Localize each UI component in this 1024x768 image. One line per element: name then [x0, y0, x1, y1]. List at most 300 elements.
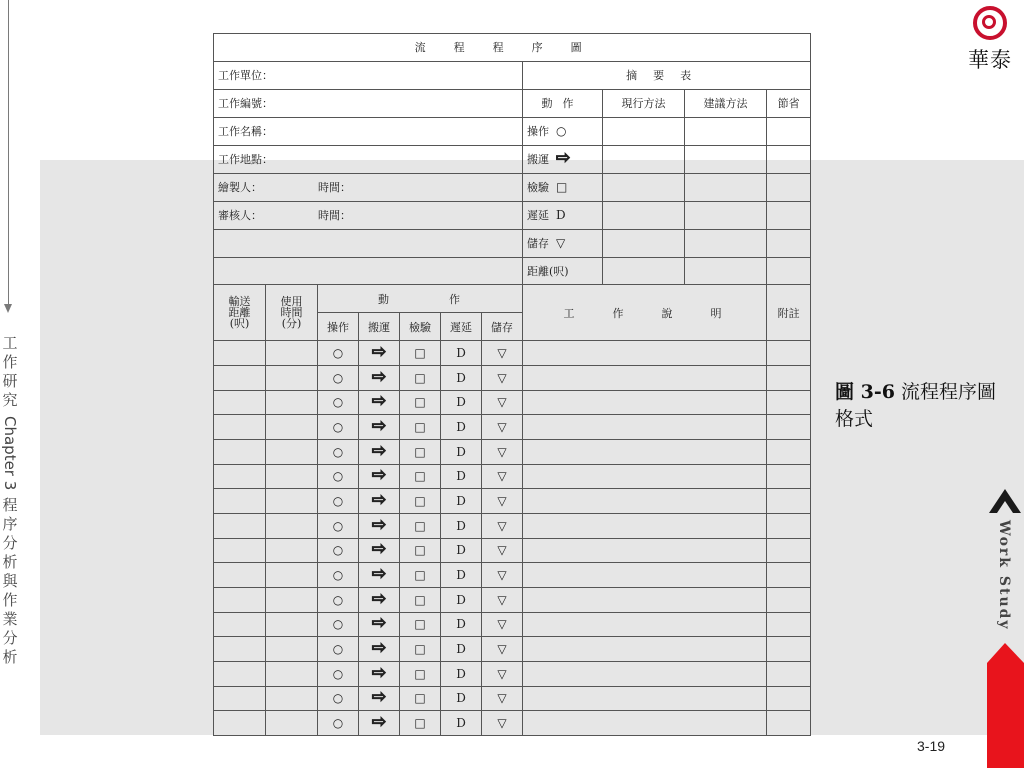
operation-circle-icon: ○	[332, 370, 344, 385]
remarks-cell	[767, 439, 811, 464]
header-transport: 搬運	[359, 313, 400, 341]
reviewer-label: 審核人：	[218, 209, 262, 223]
storage-triangle-icon: ▽	[497, 716, 507, 731]
operation-symbol-cell	[318, 390, 359, 415]
work-description-cell	[523, 563, 767, 588]
operation-symbol-cell	[318, 341, 359, 366]
sidebar-vertical-title	[0, 334, 20, 667]
work-description-cell	[523, 489, 767, 514]
delay-symbol-cell	[441, 341, 482, 366]
remarks-cell	[767, 513, 811, 538]
work-description-cell	[523, 390, 767, 415]
delay-symbol-cell	[441, 489, 482, 514]
summary-cell	[603, 145, 685, 173]
transport-arrow-icon: ⇨	[371, 687, 387, 708]
header-text-line: 輸送	[228, 295, 251, 309]
sidebar-char: 工	[2, 334, 18, 352]
storage-symbol-cell	[482, 563, 523, 588]
summary-storage-label: 儲存	[527, 237, 549, 251]
transport-distance-cell	[214, 341, 266, 366]
transport-arrow-icon: ⇨	[371, 613, 387, 634]
operation-circle-icon: ○	[332, 420, 344, 435]
transport-arrow-icon: ⇨	[371, 588, 387, 609]
delay-symbol-cell	[441, 538, 482, 563]
summary-cell	[603, 201, 685, 229]
summary-cell	[767, 229, 811, 257]
operation-symbol-cell	[318, 365, 359, 390]
delay-symbol-cell	[441, 711, 482, 736]
summary-cell	[767, 173, 811, 201]
transport-arrow-icon: ⇨	[371, 638, 387, 659]
work-description-cell	[523, 415, 767, 440]
summary-row-label	[523, 229, 603, 257]
summary-cell	[685, 201, 767, 229]
operation-circle-icon: ○	[332, 518, 344, 533]
inspection-square-icon: □	[414, 716, 426, 731]
form-table	[213, 33, 811, 736]
usage-time-cell	[266, 637, 318, 662]
publisher-logo	[958, 6, 1022, 74]
delay-symbol-cell	[441, 513, 482, 538]
transport-arrow-icon: ⇨	[371, 440, 387, 461]
header-work-description: 工作說明	[523, 285, 767, 341]
usage-time-cell	[266, 513, 318, 538]
operation-symbol-cell	[318, 415, 359, 440]
delay-d-icon: D	[456, 592, 466, 607]
table-row	[214, 464, 811, 489]
storage-symbol-cell	[482, 464, 523, 489]
transport-arrow-icon: ⇨	[371, 712, 387, 733]
inspection-square-icon: □	[414, 395, 426, 410]
header-action: 動作	[318, 285, 523, 313]
delay-symbol-cell	[441, 612, 482, 637]
usage-time-cell	[266, 489, 318, 514]
transport-symbol-cell	[359, 661, 400, 686]
summary-cell	[685, 229, 767, 257]
storage-symbol-cell	[482, 365, 523, 390]
inspection-square-icon: □	[414, 543, 426, 558]
operation-symbol-cell	[318, 489, 359, 514]
figure-number: 圖 3-6	[835, 381, 895, 403]
delay-symbol-cell	[441, 637, 482, 662]
work-description-cell	[523, 538, 767, 563]
table-row	[214, 711, 811, 736]
delay-d-icon: D	[556, 208, 566, 223]
operation-circle-icon: ○	[332, 666, 344, 681]
storage-triangle-icon: ▽	[497, 518, 507, 533]
transport-symbol-cell	[359, 415, 400, 440]
usage-time-cell	[266, 341, 318, 366]
transport-symbol-cell	[359, 489, 400, 514]
operation-circle-icon: ○	[332, 444, 344, 459]
summary-header-current: 現行方法	[603, 89, 685, 117]
summary-cell	[603, 117, 685, 145]
inspection-symbol-cell	[400, 365, 441, 390]
operation-circle-icon: ○	[332, 346, 344, 361]
transport-distance-cell	[214, 587, 266, 612]
summary-cell	[603, 229, 685, 257]
inspection-symbol-cell	[400, 489, 441, 514]
summary-header-saving: 節省	[767, 89, 811, 117]
delay-d-icon: D	[456, 617, 466, 632]
summary-cell	[685, 117, 767, 145]
sidebar-char: 究	[2, 391, 18, 409]
inspection-square-icon: □	[414, 592, 426, 607]
table-row	[214, 415, 811, 440]
storage-symbol-cell	[482, 711, 523, 736]
transport-arrow-icon: ⇨	[371, 564, 387, 585]
storage-triangle-icon: ▽	[497, 642, 507, 657]
remarks-cell	[767, 341, 811, 366]
usage-time-cell	[266, 711, 318, 736]
transport-symbol-cell	[359, 439, 400, 464]
inspection-symbol-cell	[400, 587, 441, 612]
summary-cell	[685, 173, 767, 201]
remarks-cell	[767, 538, 811, 563]
operation-circle-icon: ○	[332, 716, 344, 731]
header-usage-time	[266, 285, 318, 341]
usage-time-cell	[266, 538, 318, 563]
header-operation: 操作	[318, 313, 359, 341]
inspection-square-icon: □	[414, 444, 426, 459]
work-unit-label: 工作單位：	[214, 61, 523, 89]
storage-triangle-icon: ▽	[556, 236, 566, 251]
remarks-cell	[767, 637, 811, 662]
remarks-cell	[767, 612, 811, 637]
sidebar-char: 作	[2, 353, 18, 371]
operation-symbol-cell	[318, 464, 359, 489]
usage-time-cell	[266, 464, 318, 489]
transport-distance-cell	[214, 415, 266, 440]
delay-d-icon: D	[456, 691, 466, 706]
operation-circle-icon: ○	[332, 691, 344, 706]
remarks-cell	[767, 489, 811, 514]
sidebar-char: 序	[2, 515, 18, 534]
usage-time-cell	[266, 661, 318, 686]
summary-header-proposed: 建議方法	[685, 89, 767, 117]
operation-symbol-cell	[318, 612, 359, 637]
blank-left-cell	[214, 229, 523, 257]
operation-symbol-cell	[318, 686, 359, 711]
remarks-cell	[767, 686, 811, 711]
header-text-line: (分)	[281, 317, 302, 331]
inspection-symbol-cell	[400, 661, 441, 686]
sidebar-arrow-down-icon	[4, 304, 12, 313]
flow-process-chart-form	[213, 33, 810, 736]
logo-text: 華泰	[968, 48, 1012, 72]
delay-d-icon: D	[456, 543, 466, 558]
inspection-square-icon: □	[414, 518, 426, 533]
summary-title: 摘要表	[523, 61, 811, 89]
storage-triangle-icon: ▽	[497, 420, 507, 435]
storage-symbol-cell	[482, 587, 523, 612]
transport-distance-cell	[214, 390, 266, 415]
transport-distance-cell	[214, 464, 266, 489]
transport-arrow-icon: ⇨	[371, 391, 387, 412]
storage-symbol-cell	[482, 341, 523, 366]
usage-time-cell	[266, 390, 318, 415]
delay-d-icon: D	[456, 444, 466, 459]
inspection-square-icon: □	[414, 617, 426, 632]
transport-symbol-cell	[359, 587, 400, 612]
delay-symbol-cell	[441, 686, 482, 711]
drawer-time-label: 時間：	[318, 181, 351, 195]
work-description-cell	[523, 464, 767, 489]
table-row	[214, 365, 811, 390]
remarks-cell	[767, 587, 811, 612]
sidebar-chapter-label: Chapter 3	[1, 416, 19, 491]
summary-distance-label: 距離(呎)	[523, 257, 603, 285]
delay-d-icon: D	[456, 568, 466, 583]
table-row	[214, 538, 811, 563]
summary-transport-label: 搬運	[527, 153, 549, 167]
operation-circle-icon: ○	[332, 642, 344, 657]
work-description-cell	[523, 365, 767, 390]
usage-time-cell	[266, 365, 318, 390]
storage-symbol-cell	[482, 637, 523, 662]
storage-symbol-cell	[482, 513, 523, 538]
inspection-symbol-cell	[400, 415, 441, 440]
table-row	[214, 439, 811, 464]
transport-arrow-icon: ⇨	[371, 366, 387, 387]
transport-arrow-icon: ⇨	[371, 539, 387, 560]
storage-triangle-icon: ▽	[497, 346, 507, 361]
remarks-cell	[767, 661, 811, 686]
work-description-cell	[523, 686, 767, 711]
usage-time-cell	[266, 439, 318, 464]
sidebar-char: 與	[2, 572, 18, 591]
transport-symbol-cell	[359, 538, 400, 563]
transport-symbol-cell	[359, 686, 400, 711]
work-description-cell	[523, 587, 767, 612]
transport-symbol-cell	[359, 464, 400, 489]
table-row	[214, 686, 811, 711]
delay-symbol-cell	[441, 661, 482, 686]
inspection-symbol-cell	[400, 513, 441, 538]
sidebar-char: 析	[2, 553, 18, 572]
transport-distance-cell	[214, 439, 266, 464]
transport-arrow-icon: ⇨	[371, 514, 387, 535]
table-row	[214, 612, 811, 637]
delay-symbol-cell	[441, 563, 482, 588]
delay-symbol-cell	[441, 415, 482, 440]
table-row	[214, 661, 811, 686]
transport-distance-cell	[214, 365, 266, 390]
work-study-label: Work Study	[996, 520, 1012, 631]
inspection-square-icon: □	[414, 469, 426, 484]
delay-d-icon: D	[456, 346, 466, 361]
transport-symbol-cell	[359, 637, 400, 662]
transport-distance-cell	[214, 563, 266, 588]
summary-cell	[767, 117, 811, 145]
summary-cell	[685, 145, 767, 173]
delay-d-icon: D	[456, 494, 466, 509]
storage-symbol-cell	[482, 686, 523, 711]
inspection-square-icon: □	[414, 370, 426, 385]
summary-header-action: 動作	[523, 89, 603, 117]
transport-distance-cell	[214, 637, 266, 662]
summary-cell	[767, 201, 811, 229]
transport-symbol-cell	[359, 365, 400, 390]
inspection-symbol-cell	[400, 563, 441, 588]
drawer-label: 繪製人：	[218, 181, 262, 195]
blank-left-cell	[214, 257, 523, 285]
work-description-cell	[523, 711, 767, 736]
operation-circle-icon: ○	[332, 469, 344, 484]
storage-triangle-icon: ▽	[497, 370, 507, 385]
work-location-label: 工作地點：	[214, 145, 523, 173]
transport-arrow-icon: ⇨	[371, 490, 387, 511]
delay-d-icon: D	[456, 420, 466, 435]
form-title: 流程程序圖	[214, 34, 811, 62]
chevron-up-icon	[987, 483, 1023, 519]
usage-time-cell	[266, 587, 318, 612]
work-number-label: 工作編號：	[214, 89, 523, 117]
work-description-cell	[523, 341, 767, 366]
remarks-cell	[767, 365, 811, 390]
summary-cell	[767, 145, 811, 173]
reviewer-row	[214, 201, 523, 229]
operation-symbol-cell	[318, 637, 359, 662]
header-delay: 遲延	[441, 313, 482, 341]
transport-symbol-cell	[359, 341, 400, 366]
delay-d-icon: D	[456, 666, 466, 681]
storage-triangle-icon: ▽	[497, 444, 507, 459]
summary-operation-label: 操作	[527, 125, 549, 139]
operation-circle-icon: ○	[332, 395, 344, 410]
storage-triangle-icon: ▽	[497, 494, 507, 509]
transport-symbol-cell	[359, 390, 400, 415]
remarks-cell	[767, 464, 811, 489]
inspection-square-icon: □	[414, 666, 426, 681]
header-transport-distance	[214, 285, 266, 341]
drawer-row	[214, 173, 523, 201]
work-name-label: 工作名稱：	[214, 117, 523, 145]
storage-triangle-icon: ▽	[497, 691, 507, 706]
work-description-cell	[523, 637, 767, 662]
figure-caption-text: 流程程序圖格式	[835, 381, 997, 430]
summary-cell	[603, 173, 685, 201]
sidebar-char: 分	[2, 629, 18, 648]
inspection-symbol-cell	[400, 686, 441, 711]
remarks-cell	[767, 711, 811, 736]
sidebar-char: 分	[2, 534, 18, 553]
operation-symbol-cell	[318, 711, 359, 736]
inspection-square-icon: □	[414, 568, 426, 583]
summary-row-label	[523, 173, 603, 201]
summary-row-label	[523, 201, 603, 229]
delay-d-icon: D	[456, 642, 466, 657]
operation-symbol-cell	[318, 587, 359, 612]
delay-symbol-cell	[441, 439, 482, 464]
inspection-symbol-cell	[400, 711, 441, 736]
remarks-cell	[767, 563, 811, 588]
operation-symbol-cell	[318, 439, 359, 464]
header-text-line: 距離	[228, 306, 251, 320]
inspection-square-icon: □	[414, 691, 426, 706]
transport-arrow-icon: ⇨	[371, 662, 387, 683]
operation-circle-icon: ○	[332, 568, 344, 583]
transport-arrow-icon: ⇨	[556, 148, 571, 169]
sidebar-guide-line	[8, 0, 9, 306]
inspection-square-icon: □	[414, 494, 426, 509]
operation-symbol-cell	[318, 661, 359, 686]
delay-d-icon: D	[456, 518, 466, 533]
delay-d-icon: D	[456, 395, 466, 410]
inspection-square-icon: □	[556, 180, 568, 195]
operation-circle-icon: ○	[332, 543, 344, 558]
inspection-symbol-cell	[400, 464, 441, 489]
storage-triangle-icon: ▽	[497, 568, 507, 583]
transport-arrow-icon: ⇨	[371, 416, 387, 437]
page-number: 3-19	[917, 738, 946, 754]
red-corner-tab	[987, 643, 1024, 768]
table-row	[214, 489, 811, 514]
header-text-line: (呎)	[229, 317, 250, 331]
header-text-line: 使用	[280, 295, 303, 309]
transport-distance-cell	[214, 513, 266, 538]
usage-time-cell	[266, 415, 318, 440]
header-remarks: 附註	[767, 285, 811, 341]
table-row	[214, 637, 811, 662]
work-description-cell	[523, 439, 767, 464]
table-row	[214, 341, 811, 366]
sidebar-char: 程	[2, 496, 18, 515]
inspection-symbol-cell	[400, 390, 441, 415]
storage-symbol-cell	[482, 415, 523, 440]
transport-arrow-icon: ⇨	[371, 342, 387, 363]
storage-triangle-icon: ▽	[497, 469, 507, 484]
sidebar-char: 研	[2, 372, 18, 390]
delay-symbol-cell	[441, 365, 482, 390]
inspection-symbol-cell	[400, 439, 441, 464]
inspection-symbol-cell	[400, 637, 441, 662]
operation-symbol-cell	[318, 513, 359, 538]
summary-cell	[767, 257, 811, 285]
transport-symbol-cell	[359, 513, 400, 538]
usage-time-cell	[266, 612, 318, 637]
transport-distance-cell	[214, 612, 266, 637]
header-text-line: 時間	[280, 306, 303, 320]
sidebar-char: 作	[2, 591, 18, 610]
operation-symbol-cell	[318, 538, 359, 563]
storage-triangle-icon: ▽	[497, 666, 507, 681]
transport-symbol-cell	[359, 563, 400, 588]
header-storage: 儲存	[482, 313, 523, 341]
work-description-cell	[523, 661, 767, 686]
storage-symbol-cell	[482, 612, 523, 637]
table-row	[214, 513, 811, 538]
usage-time-cell	[266, 563, 318, 588]
summary-cell	[603, 257, 685, 285]
storage-triangle-icon: ▽	[497, 617, 507, 632]
storage-triangle-icon: ▽	[497, 395, 507, 410]
operation-circle-icon: ○	[332, 494, 344, 509]
transport-distance-cell	[214, 711, 266, 736]
transport-distance-cell	[214, 538, 266, 563]
summary-delay-label: 遲延	[527, 209, 549, 223]
figure-caption	[835, 379, 1005, 433]
storage-symbol-cell	[482, 661, 523, 686]
transport-symbol-cell	[359, 612, 400, 637]
transport-distance-cell	[214, 661, 266, 686]
table-row	[214, 563, 811, 588]
summary-row-label	[523, 145, 603, 173]
sidebar-char: 析	[2, 648, 18, 667]
usage-time-cell	[266, 686, 318, 711]
operation-circle-icon: ○	[556, 124, 567, 139]
storage-symbol-cell	[482, 489, 523, 514]
